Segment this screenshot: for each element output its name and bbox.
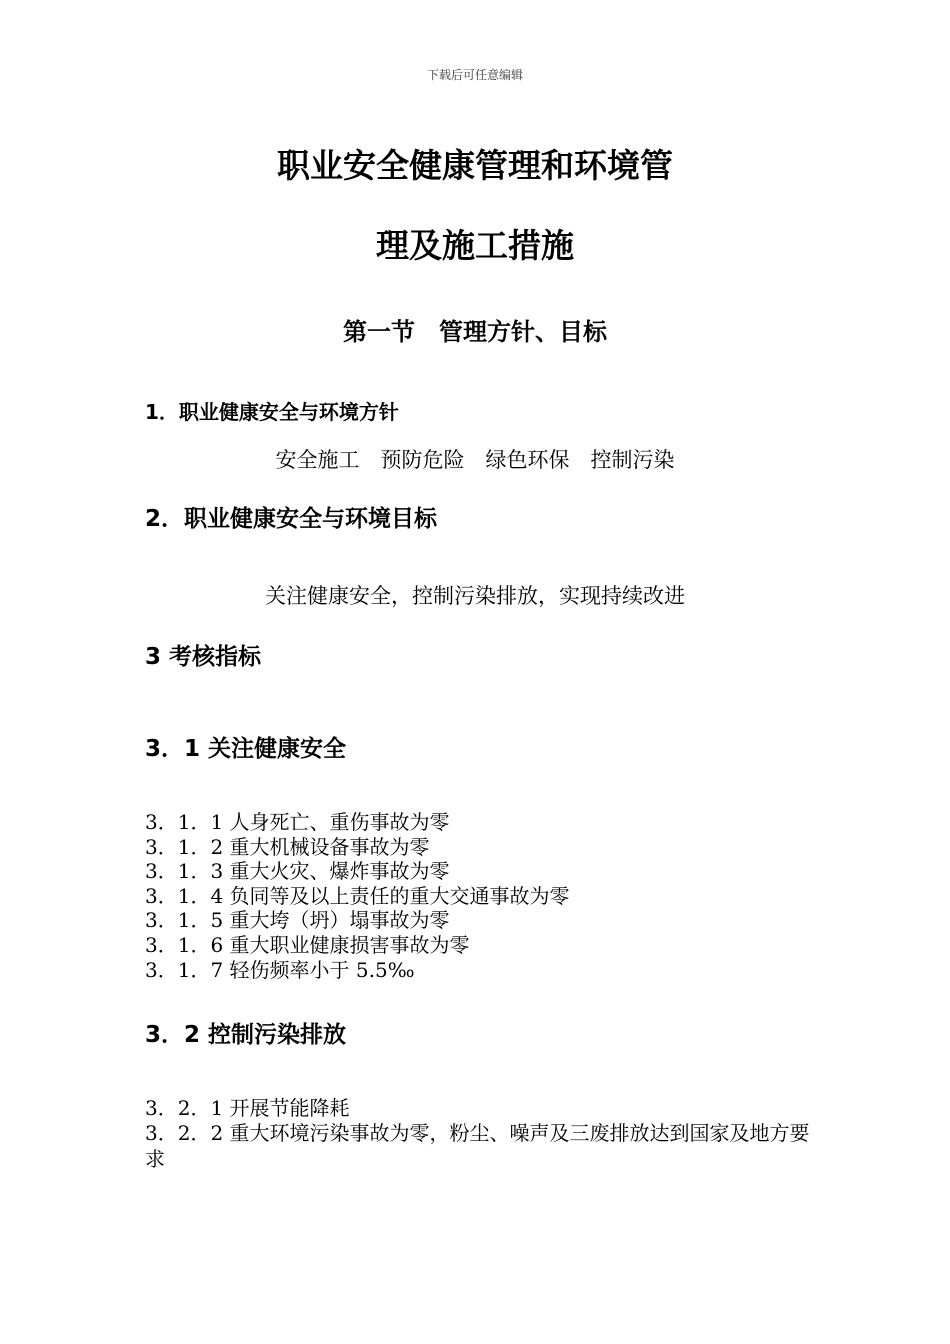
goal-heading: 2．职业健康安全与环境目标 bbox=[145, 506, 438, 532]
list-item: 3．1．7 轻伤频率小于 5.5‰ bbox=[145, 957, 415, 982]
list-item: 3．1．4 负同等及以上责任的重大交通事故为零 bbox=[145, 883, 570, 908]
document-title-line-1: 职业安全健康管理和环境管 bbox=[277, 146, 673, 185]
pollution-heading: 3．2 控制污染排放 bbox=[145, 1022, 347, 1048]
document-title-line-2: 理及施工措施 bbox=[376, 226, 574, 265]
policy-slogan: 安全施工 预防危险 绿色环保 控制污染 bbox=[275, 448, 675, 472]
list-item: 3．1．1 人身死亡、重伤事故为零 bbox=[145, 810, 450, 834]
pollution-item-1: 3．2．1 开展节能降耗 bbox=[145, 1096, 350, 1120]
header-note: 下载后可任意编辑 bbox=[426, 68, 523, 82]
pollution-item-2: 3．2．2 重大环境污染事故为零，粉尘、噪声及三废排放达到国家及地方要求 bbox=[145, 1121, 810, 1171]
section-title: 第一节 管理方针、目标 bbox=[343, 318, 607, 346]
indicators-heading: 3 考核指标 bbox=[145, 644, 262, 670]
policy-heading: 1．职业健康安全与环境方针 bbox=[145, 400, 399, 424]
health-heading: 3．1 关注健康安全 bbox=[145, 736, 347, 762]
list-item: 3．1．5 重大垮（坍）塌事故为零 bbox=[145, 908, 450, 933]
list-item: 3．1．6 重大职业健康损害事故为零 bbox=[145, 932, 470, 957]
list-item: 3．1．3 重大火灾、爆炸事故为零 bbox=[145, 859, 450, 884]
health-items-list bbox=[145, 810, 570, 982]
goal-text: 关注健康安全，控制污染排放，实现持续改进 bbox=[265, 584, 685, 608]
list-item: 3．1．2 重大机械设备事故为零 bbox=[145, 834, 430, 859]
